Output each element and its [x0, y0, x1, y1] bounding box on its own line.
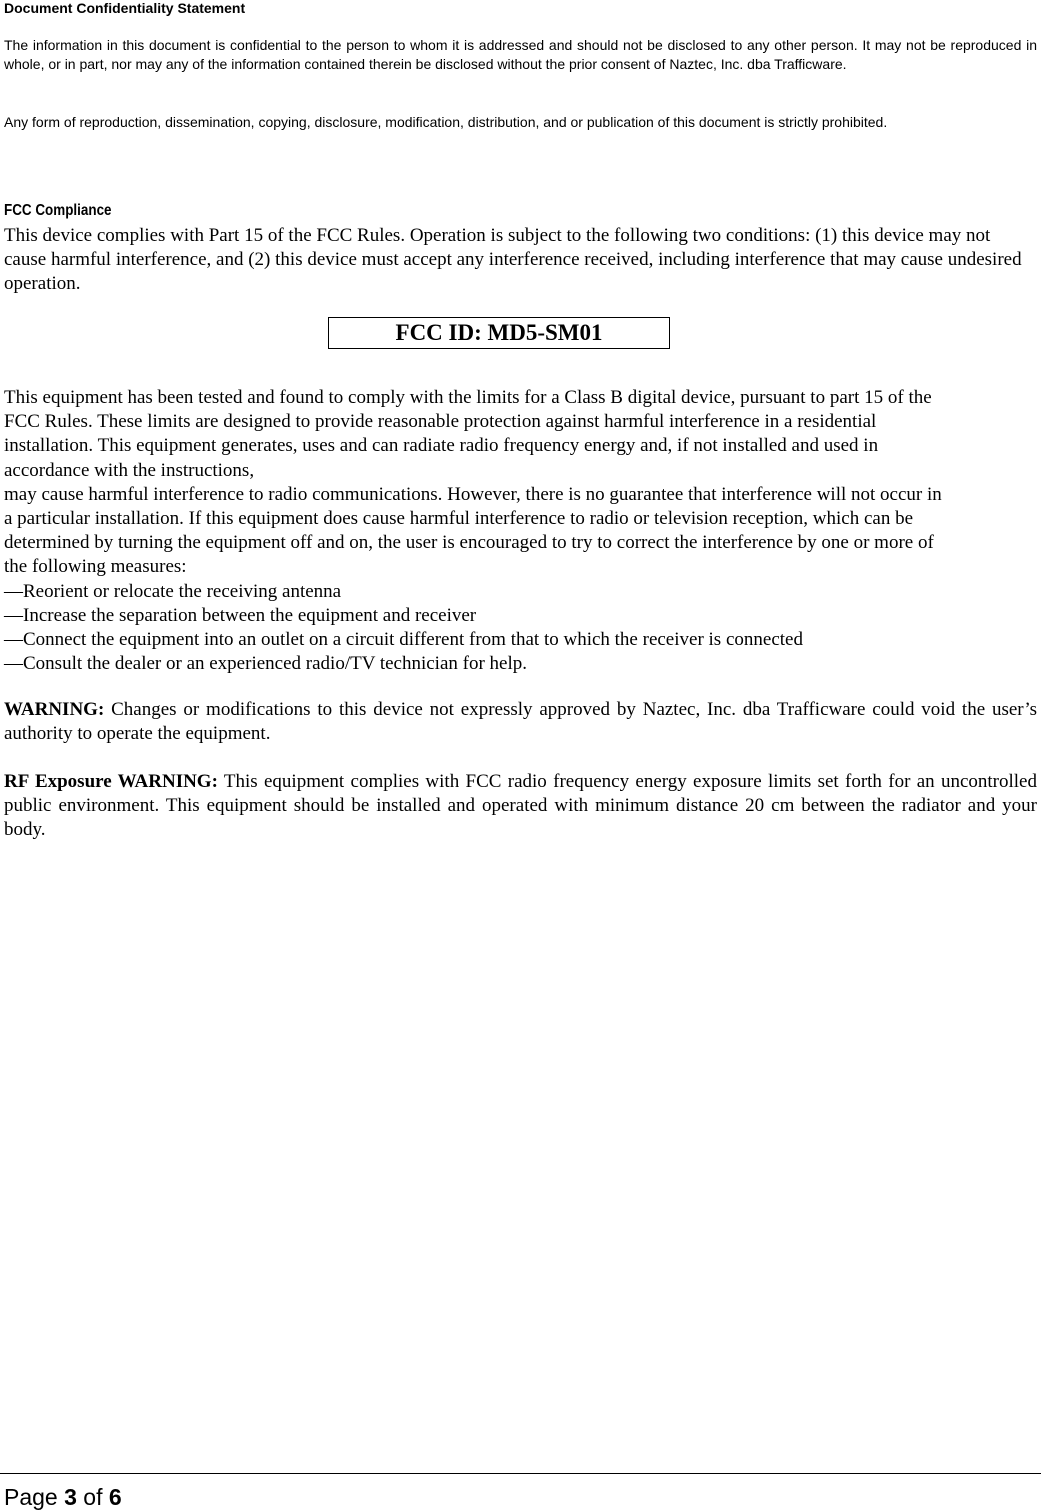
warning-label: WARNING:	[4, 699, 105, 720]
confidentiality-title: Document Confidentiality Statement	[4, 0, 246, 16]
footer-divider	[0, 1473, 1041, 1474]
current-page-number: 3	[64, 1484, 77, 1510]
of-word: of	[83, 1484, 103, 1510]
total-page-count: 6	[108, 1484, 122, 1510]
class-b-line: determined by turning the equipment off and on, the user is encouraged to try to correct the interference by one or more of	[4, 532, 934, 554]
class-b-line: FCC Rules. These limits are designed to provide reasonable protection against harmful interference in a residential	[4, 411, 877, 433]
class-b-line: accordance with the instructions,	[4, 459, 255, 481]
fcc-id-box	[328, 317, 670, 349]
rf-exposure-warning	[4, 770, 1037, 843]
class-b-line: the following measures:	[4, 556, 187, 578]
modification-warning	[4, 698, 1037, 746]
fcc-id-label: FCC ID: MD5-SM01	[395, 320, 603, 345]
rf-warning-text: This equipment complies with FCC radio frequency energy exposure limits set forth for an uncontrolled public environment. This equipment should be installed and operated with minimum distance 20 cm between the radiator and your body.	[4, 771, 1037, 841]
class-b-line: may cause harmful interference to radio communications. However, there is no guarantee that interference will not occur in	[4, 483, 942, 505]
measure-item: —Increase the separation between the equipment and receiver	[4, 604, 477, 626]
fcc-intro-paragraph: This device complies with Part 15 of the FCC Rules. Operation is subject to the following two conditions: (1) this device may not cause harmful interference, and (2) this device must accept any interference received, including interference that may cause undesired operation.	[4, 225, 1022, 295]
class-b-line: a particular installation. If this equipment does cause harmful interference to radio or television reception, which can be	[4, 508, 914, 530]
measure-item: —Reorient or relocate the receiving antenna	[4, 580, 342, 602]
confidentiality-paragraph-1: The information in this document is confidential to the person to whom it is addressed and should not be disclosed to any other person. It may not be reproduced in whole, or in part, nor may any of the information contained therein be disclosed without the prior consent of Naztec, Inc. dba Trafficware.	[4, 37, 1037, 72]
measure-item: —Consult the dealer or an experienced radio/TV technician for help.	[4, 653, 528, 675]
class-b-line: This equipment has been tested and found to comply with the limits for a Class B digital device, pursuant to part 15 of the	[4, 387, 932, 408]
page-number-footer	[4, 1484, 122, 1510]
measure-item: —Connect the equipment into an outlet on a circuit different from that to which the receiver is connected	[4, 629, 803, 651]
warning-text: Changes or modifications to this device not expressly approved by Naztec, Inc. dba Trafficware could void the user’s authority to operate the equipment.	[4, 699, 1037, 745]
class-b-statement	[4, 386, 1039, 676]
fcc-compliance-heading: FCC Compliance	[4, 202, 112, 219]
class-b-line: installation. This equipment generates, uses and can radiate radio frequency energy and, if not installed and used in	[4, 435, 879, 457]
confidentiality-paragraph-2: Any form of reproduction, dissemination, copying, disclosure, modification, distribution, and or publication of this document is strictly prohibited.	[4, 114, 888, 130]
rf-warning-label: RF Exposure WARNING:	[4, 771, 218, 792]
page-word: Page	[4, 1484, 58, 1510]
